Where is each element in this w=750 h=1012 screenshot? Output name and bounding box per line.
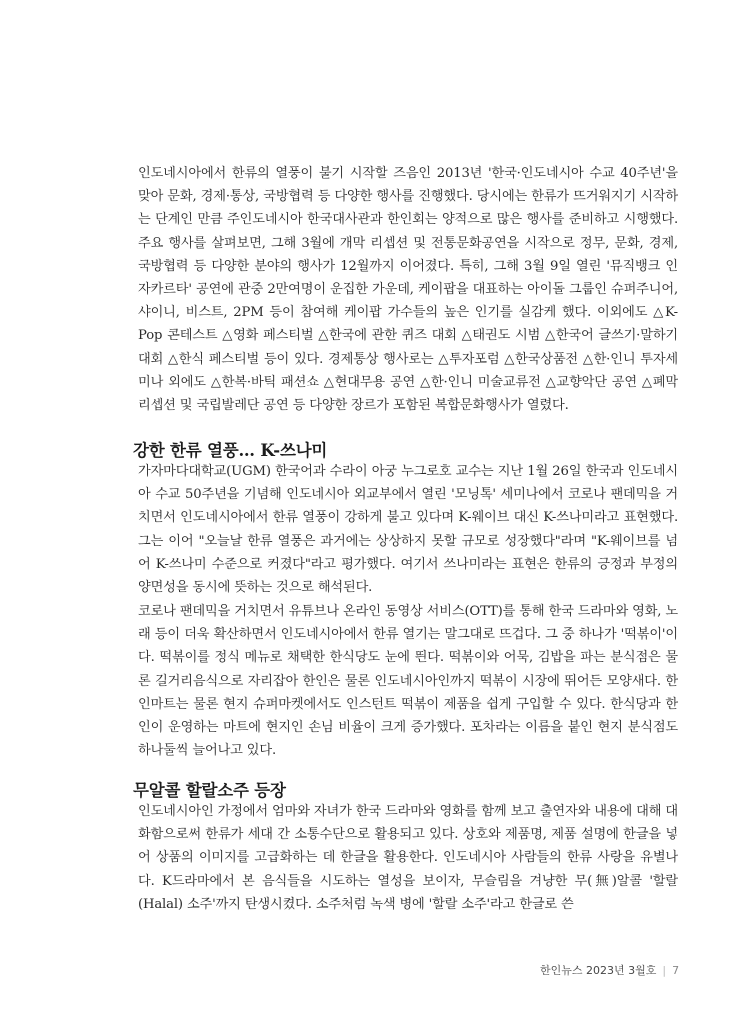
- body-paragraph: 인도네시아에서 한류의 열풍이 불기 시작할 즈음인 2013년 '한국·인도네시아 수교 40주년'을 맞아 문화, 경제·통상, 국방협력 등 다양한 행사를 진행했다. 당시에는 한류가 뜨거워지기 시작하는 단계인 만큼 주인도네시아 한국대사관과 한인회는 양적으로 많은 행사를 준비하고 시행했다. 주요 행사를 살펴보면, 그해 3월에 개막 리셉션 및 전통문화공연을 시작으로 정무, 문화, 경제, 국방협력 등 다양한 분야의 행사가 12월까지 이어졌다. 특히, 그해 3월 9일 열린 '뮤직뱅크 인 자카르타' 공연에 관중 2만여명이 운집한 가운데, 케이팝을 대표하는 아이돌 그룹인 슈퍼주니어, 샤이니, 비스트, 2PM 등이 참여해 케이팝 가수들의 높은 인기를 실감케 했다. 이외에도 △K-Pop 콘테스트 △영화 페스티벌 △한국에 관한 퀴즈 대회 △태권도 시범 △한국어 글쓰기·말하기 대회 △한식 페스티벌 등이 있다. 경제통상 행사로는 △투자포럼 △한국상품전 △한·인니 투자세미나 외에도 △한복·바틱 패션쇼 △현대무용 공연 △한·인니 미술교류전 △교향악단 공연 △폐막 리셉션 및 국립발레단 공연 등 다양한 장르가 포함된 복합문화행사가 열렸다.: [138, 166, 678, 414]
- footer-separator: |: [662, 964, 667, 977]
- publication-name: 한인뉴스 2023년 3월호: [540, 964, 657, 977]
- body-paragraph: 인도네시아인 가정에서 엄마와 자녀가 한국 드라마와 영화를 함께 보고 출연자와 내용에 대해 대화함으로써 한류가 세대 간 소통수단으로 활용되고 있다. 상호와 제품명, 제품 설명에 한글을 넣어 상품의 이미지를 고급화하는 데 한글을 활용한다. 인도네시아 사람들의 한류 사랑을 유별나다. K드라마에서 본 음식들을 시도하는 열성을 보이자, 무슬림을 겨냥한 무(無)알콜 '할랄(Halal) 소주'까지 탄생시켰다. 소주처럼 녹색 병에 '할랄 소주'라고 한글로 쓴: [138, 804, 678, 912]
- section-heading: 무알콜 할랄소주 등장: [133, 781, 286, 800]
- page-footer: [540, 962, 679, 978]
- body-paragraph: 코로나 팬데믹을 거치면서 유튜브나 온라인 동영상 서비스(OTT)를 통해 한국 드라마와 영화, 노래 등이 더욱 확산하면서 인도네시아에서 한류 열기는 말그대로 뜨겁다. 그 중 하나가 '떡볶이'이다. 떡볶이를 정식 메뉴로 채택한 한식당도 눈에 띈다. 떡볶이와 어묵, 김밥을 파는 분식점은 물론 길거리음식으로 자리잡아 한인은 물론 인도네시아인까지 떡볶이 시장에 뛰어든 모양새다. 한인마트는 물론 현지 슈퍼마켓에서도 인스턴트 떡볶이 제품을 쉽게 구입할 수 있다. 한식당과 한인이 운영하는 마트에 현지인 손님 비율이 크게 증가했다. 포차라는 이름을 붙인 현지 분식점도 하나둘씩 늘어나고 있다.: [138, 604, 678, 759]
- section-heading: 강한 한류 열풍… K-쓰나미: [133, 441, 328, 460]
- body-paragraph: 가자마다대학교(UGM) 한국어과 수라이 아궁 누그로호 교수는 지난 1월 26일 한국과 인도네시아 수교 50주년을 기념해 인도네시아 외교부에서 열린 '모닝톡' 세미나에서 코로나 팬데믹을 거치면서 인도네시아에서 한류 열풍이 강하게 불고 있다며 K-웨이브 대신 K-쓰나미라고 표현했다. 그는 이어 "오늘날 한류 열풍은 과거에는 상상하지 못할 규모로 성장했다"라며 "K-웨이브를 넘어 K-쓰나미 수준으로 커졌다"라고 평가했다. 여기서 쓰나미라는 표현은 한류의 긍정과 부정의 양면성을 동시에 뜻하는 것으로 해석된다.: [138, 464, 678, 596]
- page-number: 7: [672, 964, 680, 977]
